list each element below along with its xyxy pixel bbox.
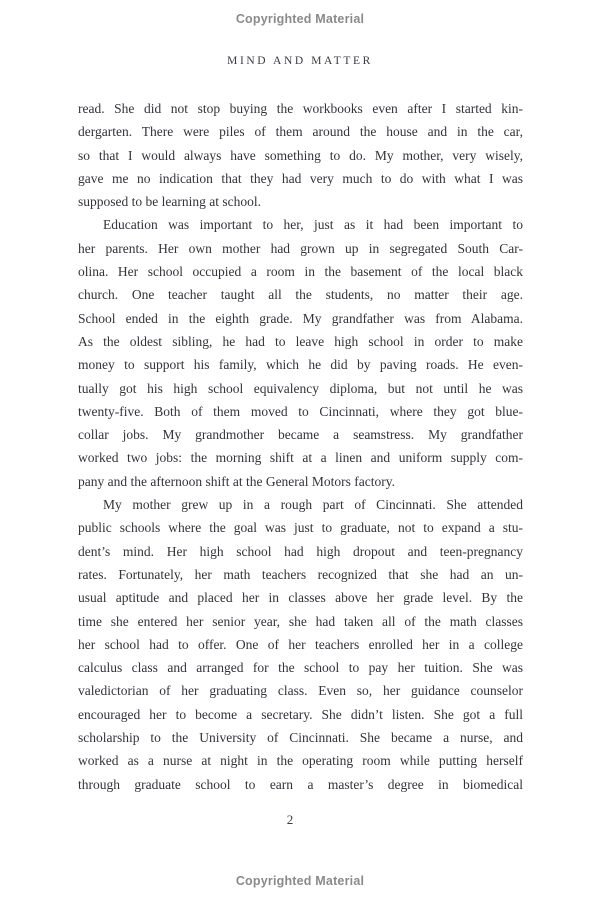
text-line: pany and the afternoon shift at the General Motors factory.	[78, 473, 396, 489]
text-line: through graduate school to earn a master’s degree in biomedical	[78, 776, 523, 792]
text-line: encouraged her to become a secretary. She didn’t listen. She got a full	[78, 706, 523, 722]
text-line: Education was important to her, just as it had been important to	[103, 217, 523, 233]
text-line: scholarship to the University of Cincinnati. She became a nurse, and	[78, 730, 523, 746]
text-line: worked as a nurse at night in the operating room while putting herself	[78, 753, 523, 769]
text-line: supposed to be learning at school.	[78, 194, 261, 210]
text-line: church. One teacher taught all the students, no matter their age.	[78, 287, 523, 303]
text-line: School ended in the eighth grade. My grandfather was from Alabama.	[78, 310, 523, 326]
paragraph	[78, 97, 523, 213]
text-line: calculus class and arranged for the school to pay her tuition. She was	[78, 660, 523, 676]
text-line: olina. Her school occupied a room in the basement of the local black	[78, 264, 523, 280]
text-line: twenty-five. Both of them moved to Cincinnati, where they got blue-	[78, 403, 523, 419]
page-number: 2	[286, 812, 294, 827]
body-text	[78, 97, 523, 796]
text-line: valedictorian of her graduating class. Even so, her guidance counselor	[78, 683, 523, 699]
text-line: collar jobs. My grandmother became a seamstress. My grandfather	[78, 427, 523, 443]
text-line: gave me no indication that they had very much to do with what I was	[78, 170, 523, 186]
text-line: money to support his family, which he did by paving roads. He even-	[78, 357, 523, 373]
text-line: usual aptitude and placed her in classes above her grade level. By the	[78, 590, 523, 606]
text-line: so that I would always have something to do. My mother, very wisely,	[78, 147, 523, 163]
text-line: rates. Fortunately, her math teachers recognized that she had an un-	[78, 566, 523, 582]
text-line: public schools where the goal was just to graduate, not to expand a stu-	[78, 520, 523, 536]
text-line: tually got his high school equivalency diploma, but not until he was	[78, 380, 523, 396]
text-line: her parents. Her own mother had grown up in segregated South Car-	[78, 240, 523, 256]
running-header: MIND AND MATTER	[227, 55, 373, 67]
copyright-banner-top: Copyrighted Material	[235, 12, 365, 26]
paragraph	[78, 493, 523, 796]
text-line: read. She did not stop buying the workbooks even after I started kin-	[78, 101, 523, 116]
text-line: her school had to offer. One of her teachers enrolled her in a college	[78, 636, 523, 652]
text-line: worked two jobs: the morning shift at a linen and uniform supply com-	[78, 450, 523, 466]
text-line: dergarten. There were piles of them around the house and in the car,	[78, 124, 523, 140]
text-line: dent’s mind. Her high school had high dropout and teen-pregnancy	[78, 543, 523, 559]
text-line: My mother grew up in a rough part of Cincinnati. She attended	[103, 497, 523, 513]
paragraph	[78, 213, 523, 493]
copyright-banner-bottom: Copyrighted Material	[235, 874, 365, 888]
text-line: As the oldest sibling, he had to leave high school in order to make	[78, 333, 523, 349]
text-line: time she entered her senior year, she had taken all of the math classes	[78, 613, 523, 629]
